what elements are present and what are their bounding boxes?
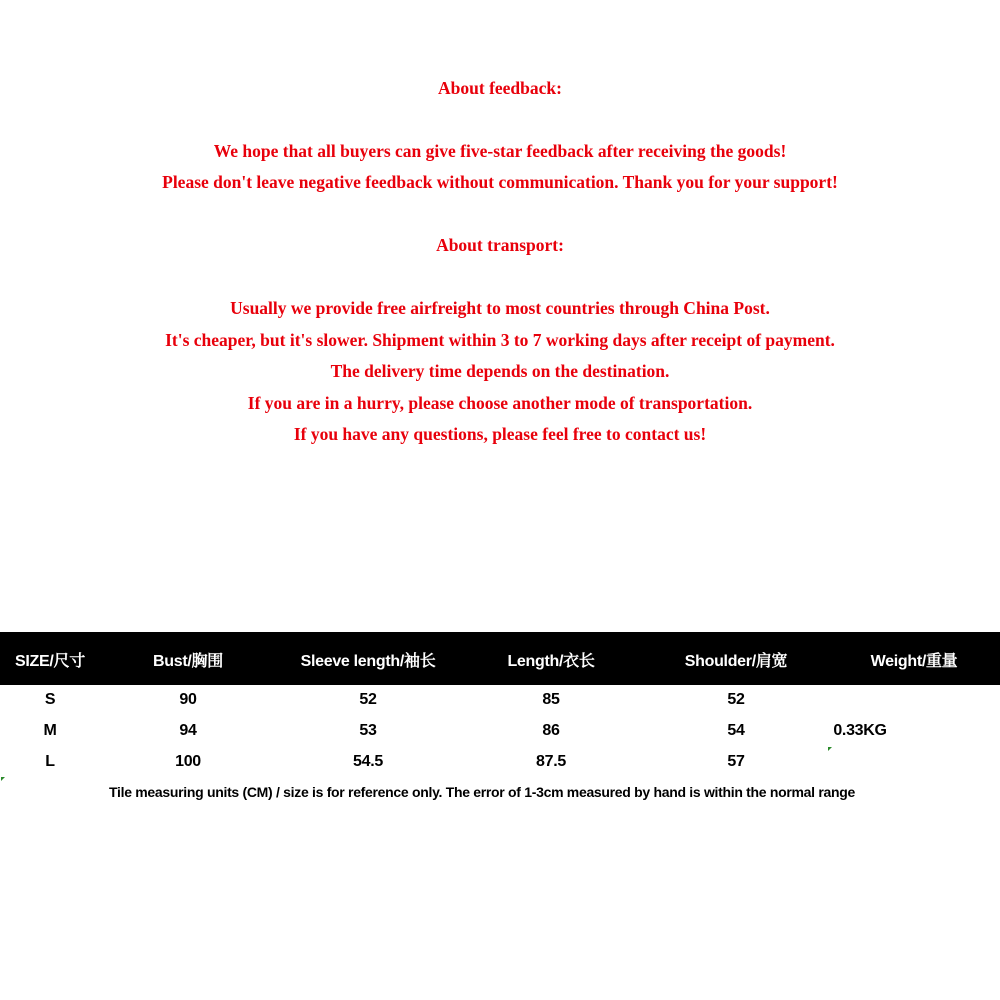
- cell: 85: [542, 691, 560, 708]
- cell: M: [43, 722, 57, 739]
- cell: 86: [542, 722, 560, 739]
- header-shoulder: Shoulder/肩宽: [684, 653, 788, 670]
- transport-line: Usually we provide free airfreight to most countries through China Post.: [230, 298, 770, 318]
- header-bust: Bust/胸围: [153, 653, 223, 670]
- cell-marker: [828, 747, 832, 751]
- cell: 52: [727, 691, 745, 708]
- transport-heading: About transport:: [436, 235, 564, 255]
- header-length: Length/衣长: [507, 653, 595, 670]
- cell: 54.5: [353, 753, 383, 770]
- table-header: [0, 632, 1000, 685]
- transport-line: The delivery time depends on the destination.: [330, 361, 670, 381]
- feedback-line: Please don't leave negative feedback without communication. Thank you for your support!: [162, 172, 838, 192]
- header-weight: Weight/重量: [870, 653, 958, 670]
- header-sleeve: Sleeve length/袖长: [300, 653, 436, 670]
- cell: S: [44, 691, 56, 708]
- weight-value: 0.33KG: [833, 722, 887, 739]
- cell: 94: [179, 722, 197, 739]
- cell: 57: [727, 753, 745, 770]
- cell: 53: [359, 722, 377, 739]
- cell: 90: [179, 691, 197, 708]
- transport-line: If you are in a hurry, please choose another mode of transportation.: [247, 393, 753, 413]
- cell-marker: [1, 777, 5, 781]
- feedback-heading: About feedback:: [438, 78, 562, 98]
- transport-line: It's cheaper, but it's slower. Shipment within 3 to 7 working days after receipt of payment.: [165, 330, 835, 350]
- feedback-line: We hope that all buyers can give five-star feedback after receiving the goods!: [213, 141, 787, 161]
- cell: 87.5: [536, 753, 566, 770]
- cell: 54: [727, 722, 745, 739]
- cell: 100: [175, 753, 201, 770]
- cell: L: [45, 753, 55, 770]
- cell: 52: [359, 691, 377, 708]
- header-size: SIZE/尺寸: [15, 653, 85, 670]
- transport-line: If you have any questions, please feel free to contact us!: [293, 424, 707, 444]
- measurement-note: Tile measuring units (CM) / size is for reference only. The error of 1-3cm measured by hand is within the normal range: [109, 784, 855, 800]
